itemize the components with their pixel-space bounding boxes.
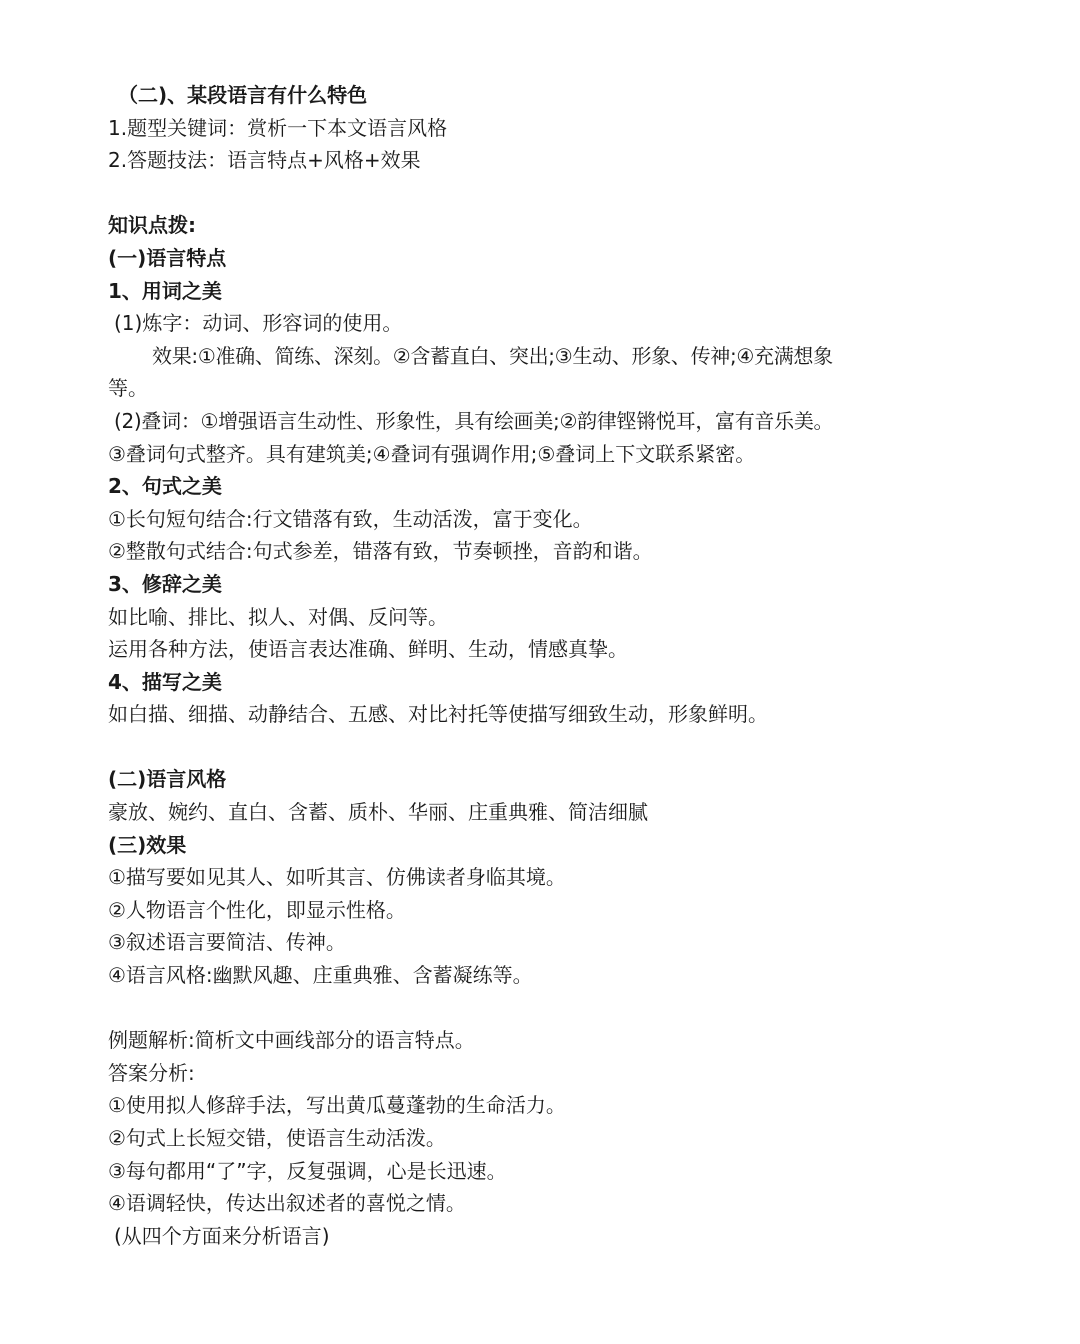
question-keyword: 1.题型关键词：赏析一下本文语言风格 (108, 115, 448, 140)
spacer (108, 731, 1008, 764)
effect-item: ③叙述语言要简洁、传神。 (108, 930, 346, 955)
word-refine-effect: 效果:①准确、简练、深刻。②含蓄直白、突出;③生动、形象、传神;④充满想象 (152, 343, 833, 368)
word-reduplication: (2)叠词：①增强语言生动性、形象性，具有绘画美;②韵律铿锵悦耳，富有音乐美。 (114, 408, 834, 433)
description-item: 如白描、细描、动静结合、五感、对比衬托等使描写细致生动，形象鲜明。 (108, 702, 768, 727)
word-heading: 1、用词之美 (108, 278, 222, 303)
spacer (108, 992, 1008, 1025)
knowledge-heading: 知识点拨: (108, 213, 196, 238)
answer-item: ③每句都用“了”字，反复强调，心是长迅速。 (108, 1158, 507, 1183)
effect-item: ④语言风格:幽默风趣、庄重典雅、含蓄凝练等。 (108, 963, 533, 988)
answer-item: ④语调轻快，传达出叙述者的喜悦之情。 (108, 1191, 466, 1216)
answer-item: ②句式上长短交错，使语言生动活泼。 (108, 1126, 446, 1150)
rhetoric-item: 如比喻、排比、拟人、对偶、反问等。 (108, 604, 448, 629)
style-list: 豪放、婉约、直白、含蓄、质朴、华丽、庄重典雅、简洁细腻 (108, 800, 648, 825)
word-refine-effect-cont: 等。 (108, 376, 148, 401)
effect-heading: (三)效果 (108, 832, 187, 857)
word-reduplication-cont: ③叠词句式整齐。具有建筑美;④叠词有强调作用;⑤叠词上下文联系紧密。 (108, 441, 756, 466)
question-technique: 2.答题技法：语言特点+风格+效果 (108, 148, 421, 173)
sentence-item: ①长句短句结合:行文错落有致，生动活泼，富于变化。 (108, 506, 593, 531)
features-heading: (一)语言特点 (108, 245, 227, 270)
answer-note: (从四个方面来分析语言) (114, 1223, 330, 1248)
sentence-heading: 2、句式之美 (108, 474, 222, 499)
effect-item: ①描写要如见其人、如听其言、仿佛读者身临其境。 (108, 865, 566, 890)
word-refine: (1)炼字：动词、形容词的使用。 (114, 311, 403, 336)
spacer (108, 177, 1008, 210)
document-page (108, 79, 1008, 1252)
sentence-item: ②整散句式结合:句式参差，错落有致，节奏顿挫，音韵和谐。 (108, 539, 653, 564)
answer-heading: 答案分析: (108, 1060, 195, 1085)
description-heading: 4、描写之美 (108, 669, 222, 694)
rhetoric-heading: 3、修辞之美 (108, 571, 222, 596)
example-question: 例题解析:简析文中画线部分的语言特点。 (108, 1028, 475, 1053)
effect-item: ②人物语言个性化，即显示性格。 (108, 897, 406, 922)
answer-item: ①使用拟人修辞手法，写出黄瓜蔓蓬勃的生命活力。 (108, 1093, 566, 1118)
style-heading: (二)语言风格 (108, 767, 227, 792)
section-title: （二)、某段语言有什么特色 (118, 83, 368, 107)
rhetoric-item: 运用各种方法，使语言表达准确、鲜明、生动，情感真挚。 (108, 637, 628, 662)
